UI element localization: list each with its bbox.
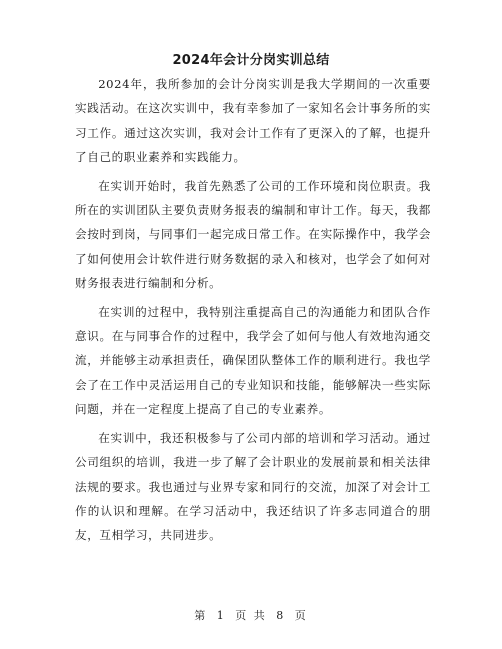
footer-current-page: 1 [216, 609, 226, 622]
footer-middle: 页 共 [235, 609, 267, 622]
footer-suffix: 页 [294, 609, 308, 622]
paragraph-1: 2024年，我所参加的会计分岗实训是我大学期间的一次重要实践活动。在这次实训中，我有幸参加了一家知名会计事务所的实习工作。通过这次实训，我对会计工作有了更深入的了解，也提升了自己的职业素养和实践能力。 [75, 77, 431, 165]
footer-total-pages: 8 [276, 609, 286, 622]
document-body [75, 72, 431, 552]
footer-prefix: 第 [194, 609, 208, 622]
paragraph-4: 在实训中，我还积极参与了公司内部的培训和学习活动。通过公司组织的培训，我进一步了解了会计职业的发展前景和相关法律法规的要求。我也通过与业界专家和同行的交流，加深了对会计工作的认识和理解。在学习活动中，我还结识了许多志同道合的朋友，互相学习，共同进步。 [75, 430, 431, 543]
paragraph-3: 在实训的过程中，我特别注重提高自己的沟通能力和团队合作意识。在与同事合作的过程中，我学会了如何与他人有效地沟通交流，并能够主动承担责任，确保团队整体工作的顺利进行。我也学会了在工作中灵活运用自己的专业知识和技能，能够解决一些实际问题，并在一定程度上提高了自己的专业素养。 [75, 304, 431, 417]
document-title: 2024年会计分岗实训总结 [172, 53, 330, 68]
page-footer [0, 608, 502, 624]
paragraph-2: 在实训开始时，我首先熟悉了公司的工作环境和岗位职责。我所在的实训团队主要负责财务报表的编制和审计工作。每天，我都会按时到岗，与同事们一起完成日常工作。在实际操作中，我学会了如何使用会计软件进行财务数据的录入和核对，也学会了如何对财务报表进行编制和分析。 [75, 178, 431, 291]
